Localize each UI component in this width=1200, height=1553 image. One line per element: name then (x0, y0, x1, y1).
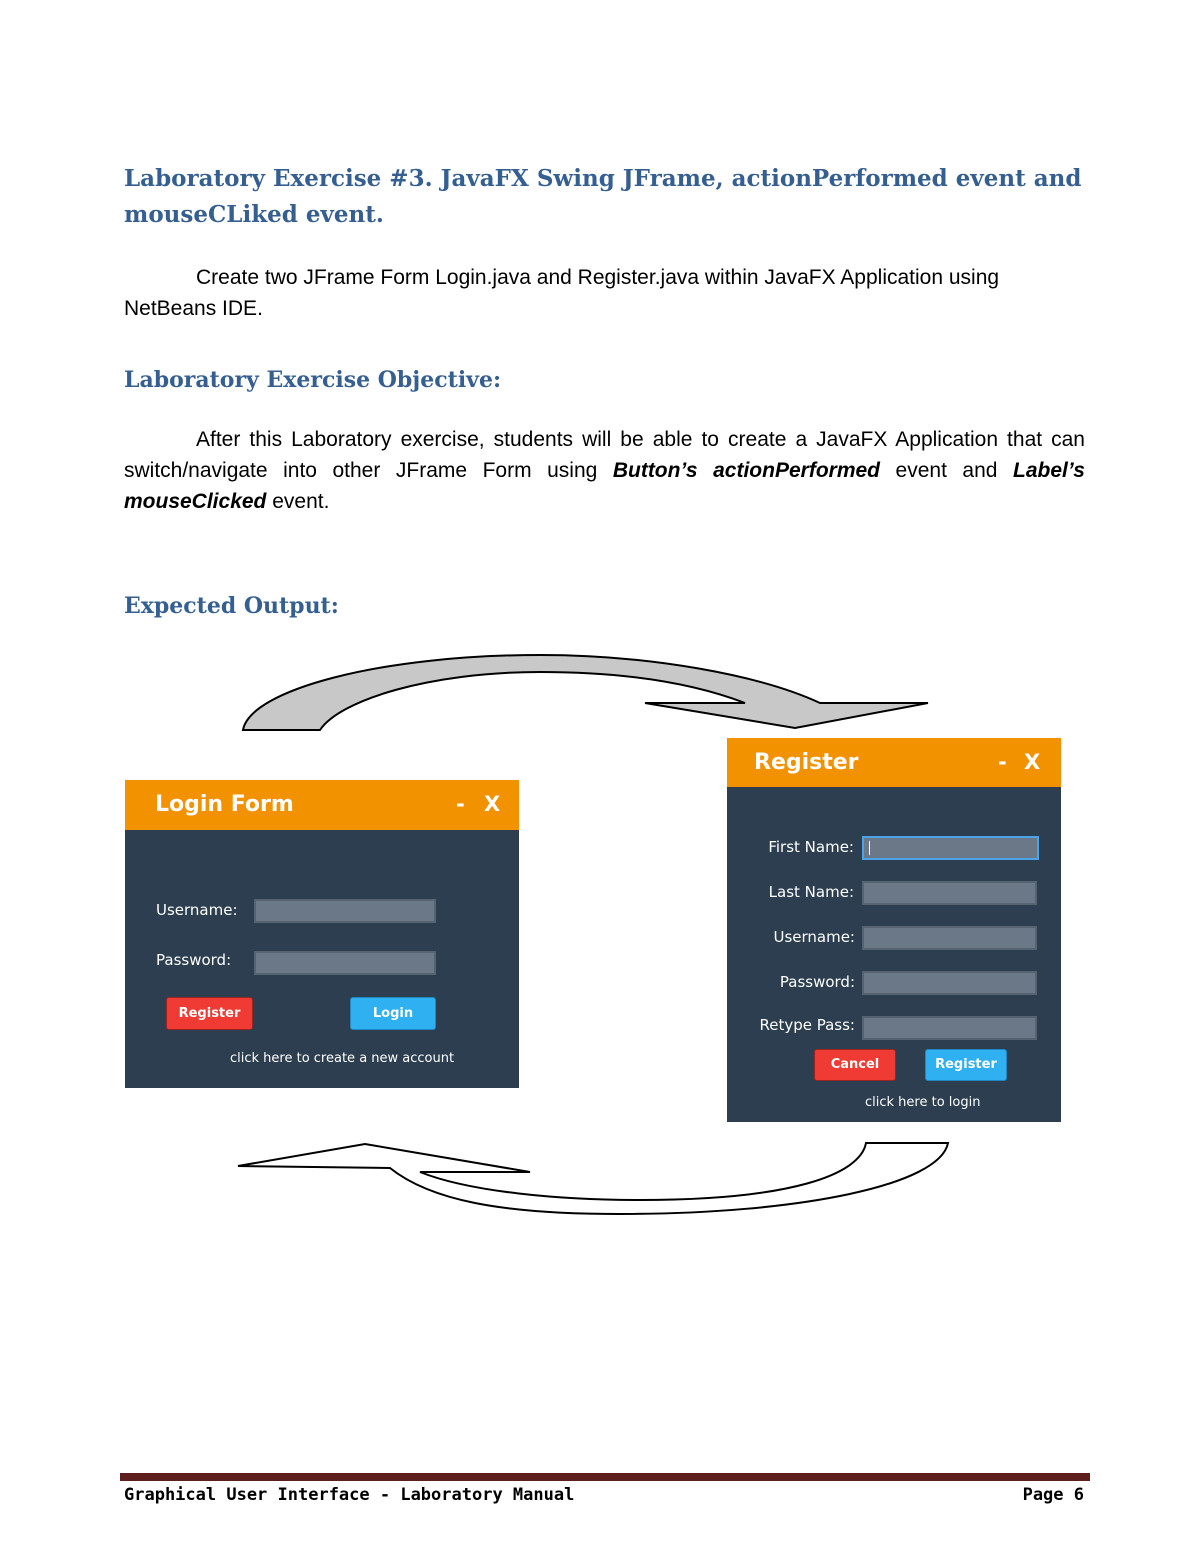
last-name-label: Last Name: (768, 883, 854, 901)
objective-text-b: event and (880, 459, 1013, 482)
password-input[interactable] (254, 951, 436, 975)
register-button[interactable]: Register (925, 1049, 1007, 1081)
footer-manual-title: Graphical User Interface - Laboratory Manual (124, 1485, 575, 1505)
username-label: Username: (773, 928, 855, 946)
login-link[interactable]: click here to login (865, 1095, 981, 1110)
last-name-input[interactable] (862, 881, 1037, 905)
objective-emphasis-button: Button’s actionPerformed (612, 459, 880, 482)
password-input[interactable] (862, 971, 1037, 995)
cancel-button[interactable]: Cancel (814, 1049, 896, 1081)
objective-text-c: event. (266, 490, 330, 513)
expected-output-heading: Expected Output: (124, 593, 339, 619)
login-titlebar (125, 780, 519, 830)
minimize-button[interactable]: - (456, 792, 465, 816)
username-input[interactable] (254, 899, 436, 923)
register-button[interactable]: Register (166, 997, 253, 1030)
password-label: Password: (156, 951, 232, 969)
login-window-title: Login Form (155, 792, 294, 817)
exercise-title-line2: mouseCLiked event. (124, 201, 384, 228)
username-input[interactable] (862, 926, 1037, 950)
intro-line1: Create two JFrame Form Login.java and Register.java within JavaFX Application using (196, 266, 1000, 289)
curved-arrow-to-login (238, 1143, 948, 1214)
login-button[interactable]: Login (350, 997, 436, 1030)
retype-password-input[interactable] (862, 1016, 1037, 1040)
close-button[interactable]: X (484, 792, 501, 816)
objective-text-a: After this Laboratory exercise, students will be able to create a JavaFX Application that can switch/navigate into other JFrame Form using (124, 428, 1085, 482)
objective-heading: Laboratory Exercise Objective: (124, 367, 502, 393)
minimize-button[interactable]: - (998, 750, 1007, 774)
close-button[interactable]: X (1024, 750, 1041, 774)
username-label: Username: (156, 901, 238, 919)
retype-password-label: Retype Pass: (759, 1016, 855, 1034)
exercise-title-line1: Laboratory Exercise #3. JavaFX Swing JFrame, actionPerformed event and (124, 165, 1082, 192)
curved-arrow-to-register (243, 655, 928, 730)
first-name-label: First Name: (768, 838, 854, 856)
page-number: Page 6 (1022, 1485, 1084, 1505)
create-account-link[interactable]: click here to create a new account (230, 1051, 455, 1066)
register-window (727, 738, 1061, 1122)
intro-line2: NetBeans IDE. (124, 297, 263, 320)
register-window-title: Register (754, 750, 859, 775)
register-titlebar (727, 738, 1061, 787)
first-name-input[interactable] (862, 836, 1039, 860)
login-window (125, 780, 519, 1088)
password-label: Password: (779, 973, 855, 991)
text-caret (869, 841, 870, 855)
objective-emphasis-label: Label’s mouseClicked (124, 459, 1085, 513)
footer-divider (120, 1473, 1090, 1481)
